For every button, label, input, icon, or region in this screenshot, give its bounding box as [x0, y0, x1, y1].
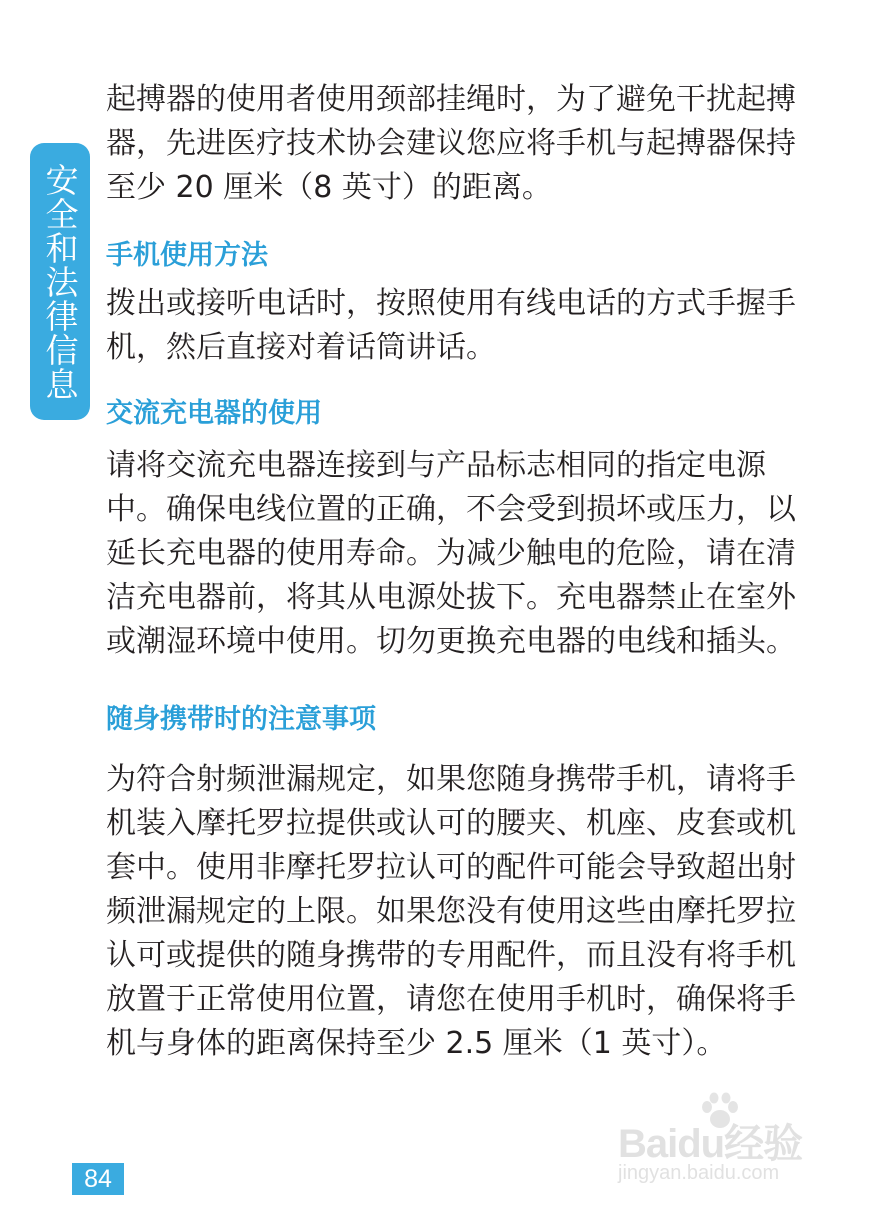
watermark-url: jingyan.baidu.com — [618, 1162, 780, 1184]
page-number: 84 — [72, 1163, 124, 1195]
watermark-logo: Baidu经验 — [618, 1122, 803, 1166]
watermark — [610, 1090, 840, 1195]
paragraph-phone-usage: 拨出或接听电话时，按照使用有线电话的方式手握手机，然后直接对着话筒讲话。 — [106, 286, 796, 365]
side-tab-label: 安全和法律信息 — [40, 162, 80, 401]
paragraph-pacemaker: 起搏器的使用者使用颈部挂绳时，为了避免干扰起搏器，先进医疗技术协会建议您应将手机与起搏器保持至少 20 厘米（8 英寸）的距离。 — [106, 82, 796, 205]
paragraph-ac-charger: 请将交流充电器连接到与产品标志相同的指定电源中。确保电线位置的正确，不会受到损坏或压力，以延长充电器的使用寿命。为减少触电的危险，请在清洁充电器前，将其从电源处拔下。充电器禁止在室外或潮湿环境中使用。切勿更换充电器的电线和插头。 — [106, 448, 796, 659]
heading-body-worn: 随身携带时的注意事项 — [106, 704, 376, 735]
side-tab — [30, 143, 90, 420]
page-content — [106, 78, 806, 1066]
heading-phone-usage: 手机使用方法 — [106, 240, 268, 271]
paragraph-body-worn: 为符合射频泄漏规定，如果您随身携带手机，请将手机装入摩托罗拉提供或认可的腰夹、机座、皮套或机套中。使用非摩托罗拉认可的配件可能会导致超出射频泄漏规定的上限。如果您没有使用这些由摩托罗拉认可或提供的随身携带的专用配件，而且没有将手机放置于正常使用位置，请您在使用手机时，确保将手机与身体的距离保持至少 2.5 厘米（1 英寸）。 — [106, 762, 796, 1061]
heading-ac-charger: 交流充电器的使用 — [106, 398, 322, 429]
